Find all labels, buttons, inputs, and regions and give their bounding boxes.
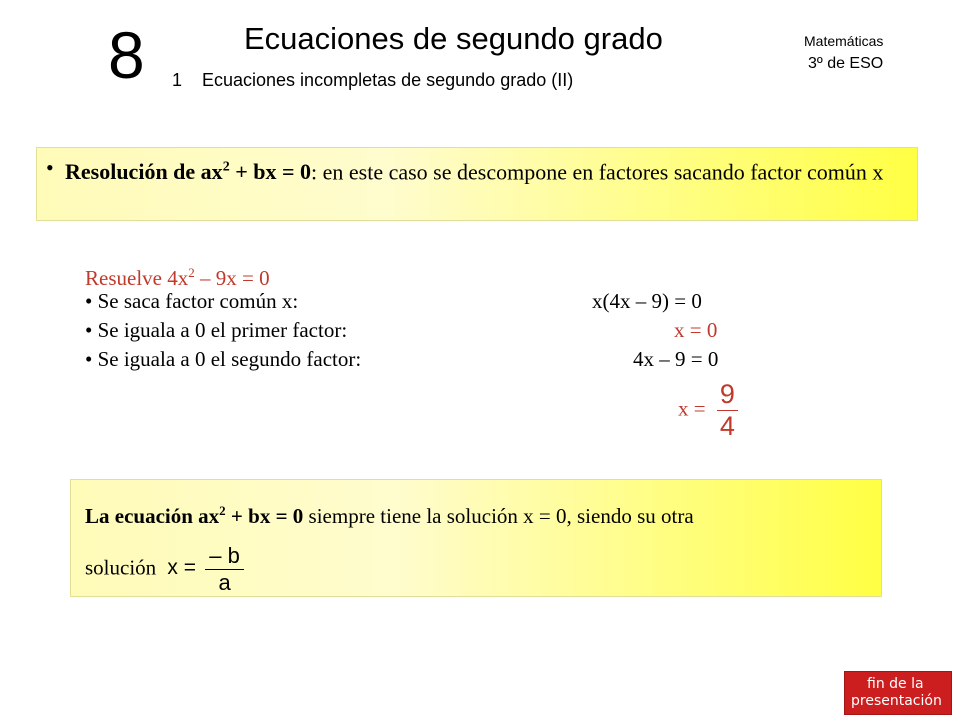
- section-number: 1: [172, 70, 183, 90]
- rule-bold-prefix: Resolución de ax: [65, 159, 223, 185]
- example-intro-suffix: – 9x = 0: [194, 266, 270, 290]
- final-denominator: 4: [719, 411, 735, 441]
- final-fraction: [717, 379, 738, 442]
- formula-numerator: – b: [205, 543, 244, 570]
- step-result: x = 0: [674, 318, 718, 342]
- subject-label: Matemáticas: [804, 33, 884, 49]
- rule-bold-suffix: + bx = 0: [229, 159, 311, 185]
- step-label: • Se saca factor común x:: [85, 289, 299, 313]
- rule-description: : en este caso se descompone en factores sacando factor común x: [311, 159, 884, 185]
- formula-fraction: [205, 543, 244, 596]
- step-label: • Se iguala a 0 el primer factor:: [85, 318, 348, 342]
- end-presentation-button[interactable]: [844, 671, 952, 715]
- conclusion-solution-label: solución: [85, 555, 157, 580]
- page-title: Ecuaciones de segundo grado: [244, 21, 663, 56]
- chapter-number: 8: [108, 18, 145, 92]
- example-intro-exponent: 2: [188, 265, 195, 280]
- conclusion-line-1: [85, 496, 875, 531]
- final-solution: [678, 379, 738, 442]
- step-result: x(4x – 9) = 0: [592, 289, 702, 313]
- formula-lhs: x =: [167, 556, 197, 580]
- conclusion-text: [85, 496, 875, 596]
- step-result: 4x – 9 = 0: [633, 347, 719, 371]
- worked-example: [85, 258, 785, 374]
- step-label: • Se iguala a 0 el segundo factor:: [85, 347, 362, 371]
- conclusion-exponent: 2: [219, 503, 226, 518]
- final-lhs: x =: [678, 396, 706, 421]
- example-step-3: [85, 345, 785, 374]
- rule-exponent: 2: [222, 160, 230, 175]
- example-intro-prefix: Resuelve 4x: [85, 266, 189, 290]
- conclusion-description: siempre tiene la solución x = 0, siendo su otra: [303, 504, 694, 528]
- section-heading: [172, 70, 573, 91]
- formula-denominator: a: [218, 570, 231, 595]
- end-button-line-2: presentación: [851, 693, 942, 709]
- final-numerator: 9: [717, 379, 738, 411]
- rule-body: [65, 153, 895, 186]
- conclusion-line-2: [85, 543, 875, 596]
- section-title: Ecuaciones incompletas de segundo grado (II): [202, 70, 574, 90]
- example-intro: [85, 258, 785, 290]
- end-button-line-1: fin de la: [867, 676, 924, 692]
- example-step-1: [85, 287, 785, 316]
- course-label: 3º de ESO: [808, 55, 884, 72]
- conclusion-bold-suffix: + bx = 0: [225, 504, 304, 528]
- example-step-2: [85, 316, 785, 345]
- conclusion-bold-prefix: La ecuación ax: [85, 504, 220, 528]
- bullet: •: [46, 155, 54, 180]
